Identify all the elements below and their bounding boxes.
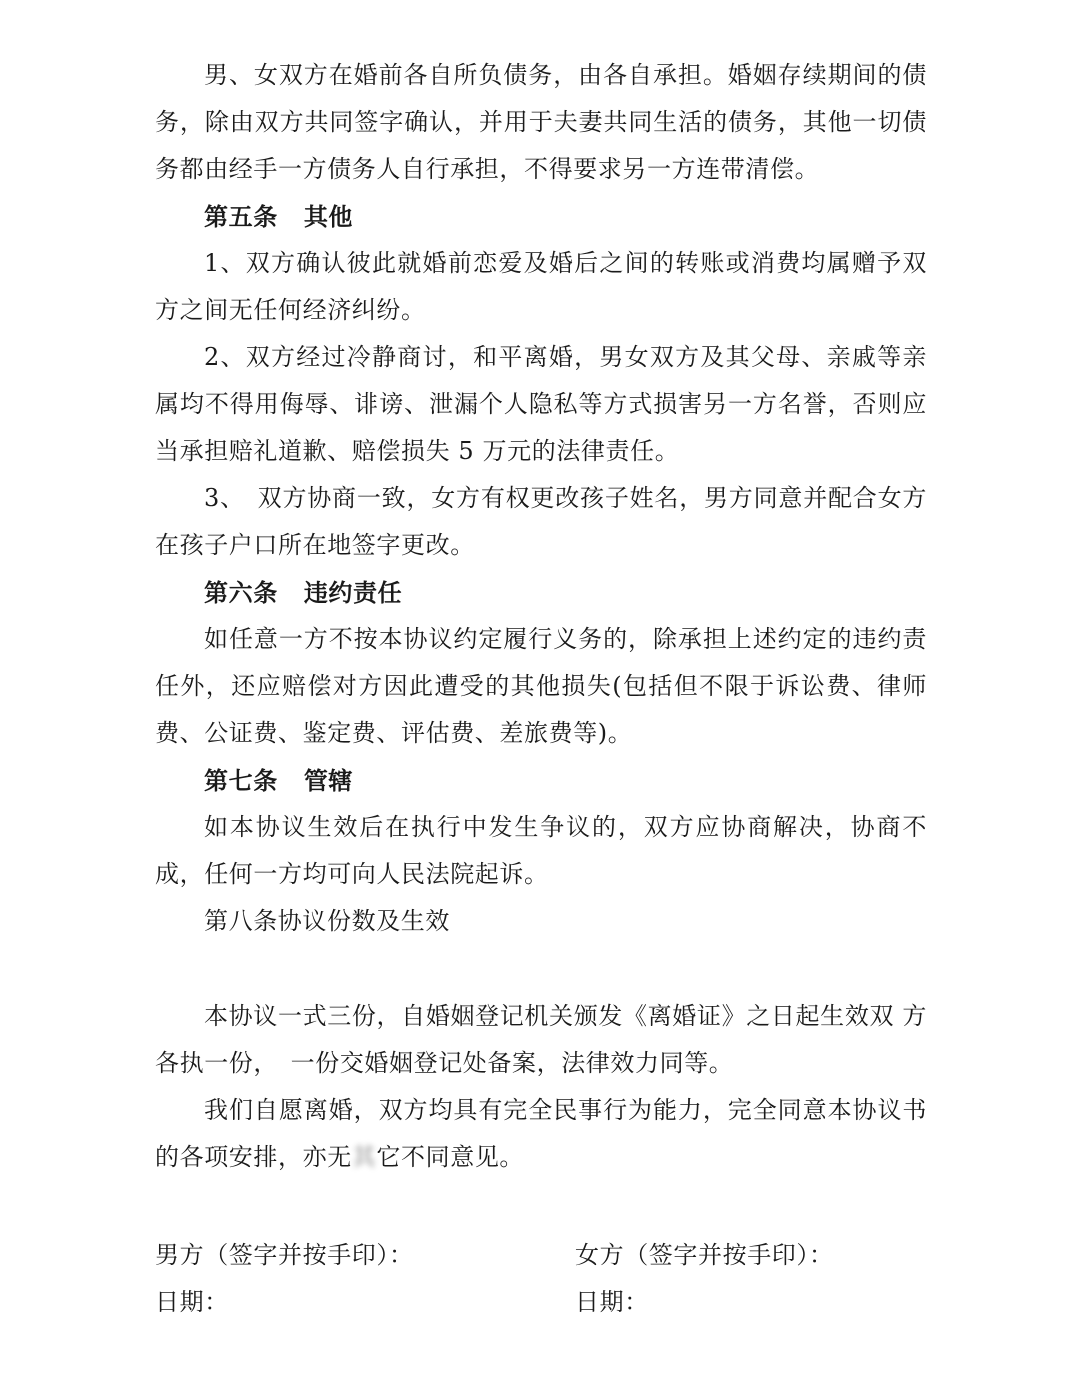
article-5-clause-2: 2、双方经过冷静商讨，和平离婚，男女双方及其父母、亲戚等亲属均不得用侮辱、诽谤、泄漏个人隐私等方式损害另一方名誉，否则应当承担赔礼道歉、赔偿损失 5 万元的法律责任。 [155, 343, 927, 465]
article-5-heading [155, 193, 927, 240]
agreement-body [155, 52, 927, 1181]
article-6-text: 如任意一方不按本协议约定履行义务的，除承担上述约定的违约责任外，还应赔偿对方因此遭受的其他损失(包括但不限于诉讼费、律师费、公证费、鉴定费、评估费、差旅费等)。 [155, 625, 927, 747]
debt-paragraph: 男、女双方在婚前各自所负债务，由各自承担。婚姻存续期间的债务，除由双方共同签字确认，并用于夫妻共同生活的债务，其他一切债务都由经手一方债务人自行承担，不得要求另一方连带清偿。 [155, 61, 927, 183]
male-date-label: 日期： [155, 1288, 229, 1316]
article-5-title: 其他 [303, 202, 354, 231]
blurred-character: 其 [351, 1143, 377, 1171]
final-statement-end: 它不同意见。 [376, 1143, 525, 1171]
male-signature-label: 男方（签字并按手印）： [155, 1241, 414, 1269]
article-5-clause-3: 3、 双方协商一致，女方有权更改孩子姓名，男方同意并配合女方在孩子户口所在地签字更改。 [155, 484, 927, 559]
article-5-clause-1: 1、双方确认彼此就婚前恋爱及婚后之间的转账或消费均属赠予双方之间无任何经济纠纷。 [155, 249, 927, 324]
article-5-number: 第五条 [204, 202, 278, 231]
article-8-text: 本协议一式三份，自婚姻登记机关颁发《离婚证》之日起生效双 方各执一份， 一份交婚姻登记处备案，法律效力同等。 [155, 1002, 927, 1077]
female-signature-label: 女方（签字并按手印）： [575, 1241, 834, 1269]
signature-row [155, 1232, 927, 1279]
article-7-title: 管辖 [303, 766, 354, 795]
article-7-heading [155, 757, 927, 804]
signature-block [155, 1232, 927, 1326]
article-6-heading [155, 569, 927, 616]
article-7-number: 第七条 [204, 766, 278, 795]
female-date-label: 日期： [575, 1288, 649, 1316]
article-7-text: 如本协议生效后在执行中发生争议的，双方应协商解决，协商不成，任何一方均可向人民法院起诉。 [155, 813, 927, 888]
article-6-number: 第六条 [204, 578, 278, 607]
article-6-title: 违约责任 [303, 578, 403, 607]
date-row [155, 1279, 927, 1326]
final-statement-start: 我们自愿离婚，双方均具有完全民事行为能力，完全同意本协议书的各项安排，亦无 [155, 1096, 927, 1171]
article-8-heading: 第八条协议份数及生效 [204, 907, 450, 935]
final-statement [155, 1087, 927, 1181]
